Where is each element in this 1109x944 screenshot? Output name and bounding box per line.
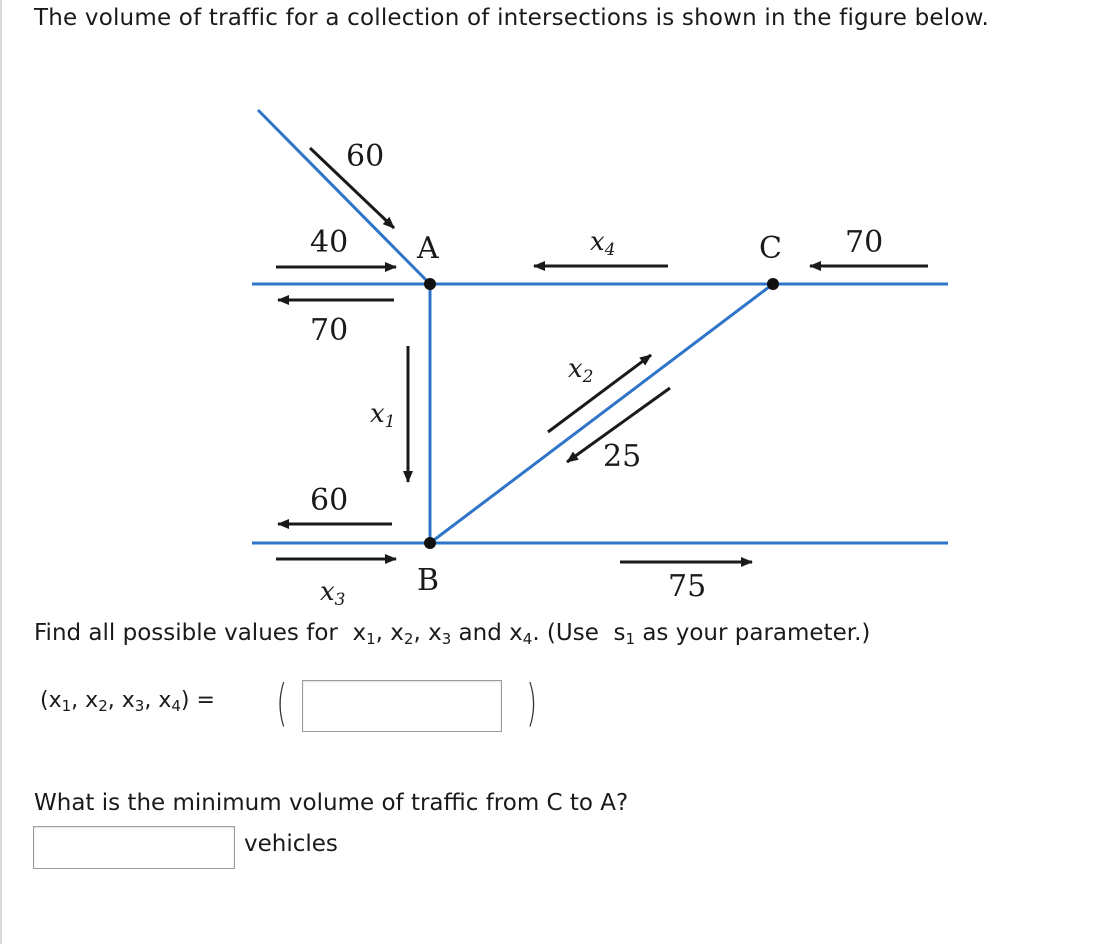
label-75: 75 (668, 569, 707, 604)
min-volume-input[interactable] (33, 826, 235, 869)
node-b (424, 537, 436, 549)
roads (252, 110, 948, 543)
node-a (424, 278, 436, 290)
label-40: 40 (310, 225, 349, 260)
diagram-labels (310, 139, 883, 610)
question-find-values: Find all possible values for $x_1$, $x_2$, $x_3$ and $x_4$. (Use $s_1$ as your parameter.) (34, 620, 871, 648)
q1-param-s1: $s_1$ (613, 620, 636, 648)
q1-var-x3: $x_3$ (428, 620, 452, 648)
label-60-top: 60 (346, 139, 385, 174)
label-x2: x2 (568, 354, 594, 387)
label-25: 25 (603, 439, 642, 474)
node-a-label: A (417, 231, 439, 266)
unit-label: vehicles (244, 831, 338, 857)
q1-prefix: Find all possible values for (34, 620, 338, 646)
label-70-right: 70 (845, 225, 884, 260)
node-b-label: B (417, 563, 440, 598)
intro-text: The volume of traffic for a collection of intersections is shown in the figure below. (34, 5, 990, 31)
label-60-bottom: 60 (310, 483, 349, 518)
tuple-label: ($x_1$, $x_2$, $x_3$, $x_4$) = (40, 688, 215, 715)
label-x3: x3 (320, 577, 346, 610)
q1-var-x2: $x_2$ (390, 620, 414, 648)
flow-arrows (276, 148, 928, 562)
arrow-x2 (548, 355, 651, 432)
question-min-volume: What is the minimum volume of traffic from C to A? (34, 790, 629, 816)
tuple-answer-input[interactable] (302, 680, 502, 732)
tuple-left-paren: ( (276, 674, 288, 732)
node-c (767, 278, 779, 290)
q1-var-x1: $x_1$ (352, 620, 376, 648)
label-x1: x1 (370, 399, 396, 432)
tuple-answer-row (40, 674, 560, 734)
tuple-right-paren: ) (526, 674, 538, 732)
road-diagonal-bc (430, 284, 773, 543)
label-x4: x4 (590, 227, 616, 260)
label-70-left: 70 (310, 313, 349, 348)
node-c-label: C (759, 231, 782, 266)
q1-var-x4: $x_4$ (509, 620, 533, 648)
